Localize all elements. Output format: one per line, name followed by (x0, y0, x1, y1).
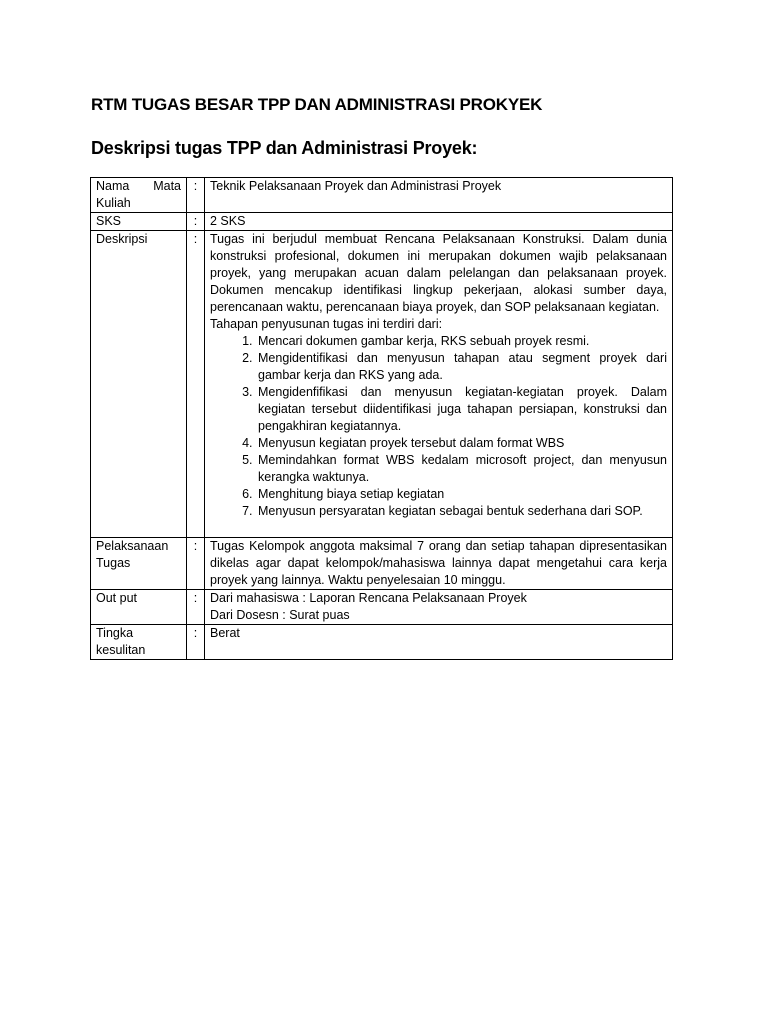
table-row-kesulitan (91, 625, 673, 660)
deskripsi-paragraph: Tugas ini berjudul membuat Rencana Pelaksanaan Konstruksi. Dalam dunia konstruksi profesional, dokumen ini merupakan dokumen wajib pelaksanaan proyek, yang merupakan acuan dalam pelelangan dan pelaksanaan proyek. Dokumen mencakup identifikasi lingkup pekerjaan, alokasi sumber daya, perencanaan waktu, perencanaan biaya proyek, dan SOP pelaksanaan kegiatan. (210, 232, 667, 314)
list-item: 4. Menyusun kegiatan proyek tersebut dalam format WBS (256, 435, 667, 452)
label-line: kesulitan (96, 643, 146, 657)
row-colon: : (187, 538, 205, 590)
row-value-output (205, 590, 673, 625)
row-label (91, 178, 187, 213)
output-line-dosen: Dari Dosesn : Surat puas (210, 608, 350, 622)
label-nama-mata (96, 178, 181, 195)
table-row-deskripsi (91, 231, 673, 538)
list-item: 5. Memindahkan format WBS kedalam microsoft project, dan menyusun kerangka waktunya. (256, 452, 667, 486)
label-line: Tugas (96, 556, 131, 570)
row-label-output: Out put (91, 590, 187, 625)
document-subtitle: Deskripsi tugas TPP dan Administrasi Proyek: (91, 138, 478, 158)
row-colon: : (187, 178, 205, 213)
row-label-pelaksanaan (91, 538, 187, 590)
list-item: 6. Menghitung biaya setiap kegiatan (256, 486, 667, 503)
label-word-mata: Mata (153, 179, 181, 193)
label-line: Pelaksanaan (96, 539, 169, 553)
table-row-nama-mata-kuliah (91, 178, 673, 213)
row-value-nama-mata-kuliah: Teknik Pelaksanaan Proyek dan Administrasi Proyek (205, 178, 673, 213)
deskripsi-steps-list (210, 333, 667, 520)
list-item: 7. Menyusun persyaratan kegiatan sebagai bentuk sederhana dari SOP. (256, 503, 667, 520)
row-colon: : (187, 213, 205, 231)
list-item: 1. Mencari dokumen gambar kerja, RKS sebuah proyek resmi. (256, 333, 667, 350)
output-line-mahasiswa: Dari mahasiswa : Laporan Rencana Pelaksanaan Proyek (210, 591, 527, 605)
deskripsi-intro: Tahapan penyusunan tugas ini terdiri dari: (210, 317, 443, 331)
blank-line (210, 520, 667, 537)
row-label-kesulitan (91, 625, 187, 660)
table-row-output (91, 590, 673, 625)
row-label-sks: SKS (91, 213, 187, 231)
task-description-table (90, 177, 673, 660)
row-colon: : (187, 590, 205, 625)
list-item: 2. Mengidentifikasi dan menyusun tahapan atau segment proyek dari gambar kerja dan RKS yang ada. (256, 350, 667, 384)
label-word-kuliah: Kuliah (96, 196, 131, 210)
row-colon: : (187, 625, 205, 660)
row-value-pelaksanaan: Tugas Kelompok anggota maksimal 7 orang dan setiap tahapan dipresentasikan dikelas agar dapat kelompok/mahasiswa lainnya dapat mengetahui cara kerja proyek yang lainnya. Waktu penyelesaian 10 minggu. (205, 538, 673, 590)
row-colon: : (187, 231, 205, 538)
row-value-sks: 2 SKS (205, 213, 673, 231)
table-row-sks (91, 213, 673, 231)
table-row-pelaksanaan-tugas (91, 538, 673, 590)
list-item: 3. Mengidenfifikasi dan menyusun kegiatan-kegiatan proyek. Dalam kegiatan tersebut diidentifikasi juga tahapan persiapan, konstruksi dan pengakhiran kegiatannya. (256, 384, 667, 435)
row-value-kesulitan: Berat (205, 625, 673, 660)
label-line: Tingka (96, 626, 134, 640)
row-label-deskripsi: Deskripsi (91, 231, 187, 538)
document-title: RTM TUGAS BESAR TPP DAN ADMINISTRASI PROKYEK (91, 95, 543, 114)
label-word-nama: Nama (96, 179, 130, 193)
row-value-deskripsi (205, 231, 673, 538)
